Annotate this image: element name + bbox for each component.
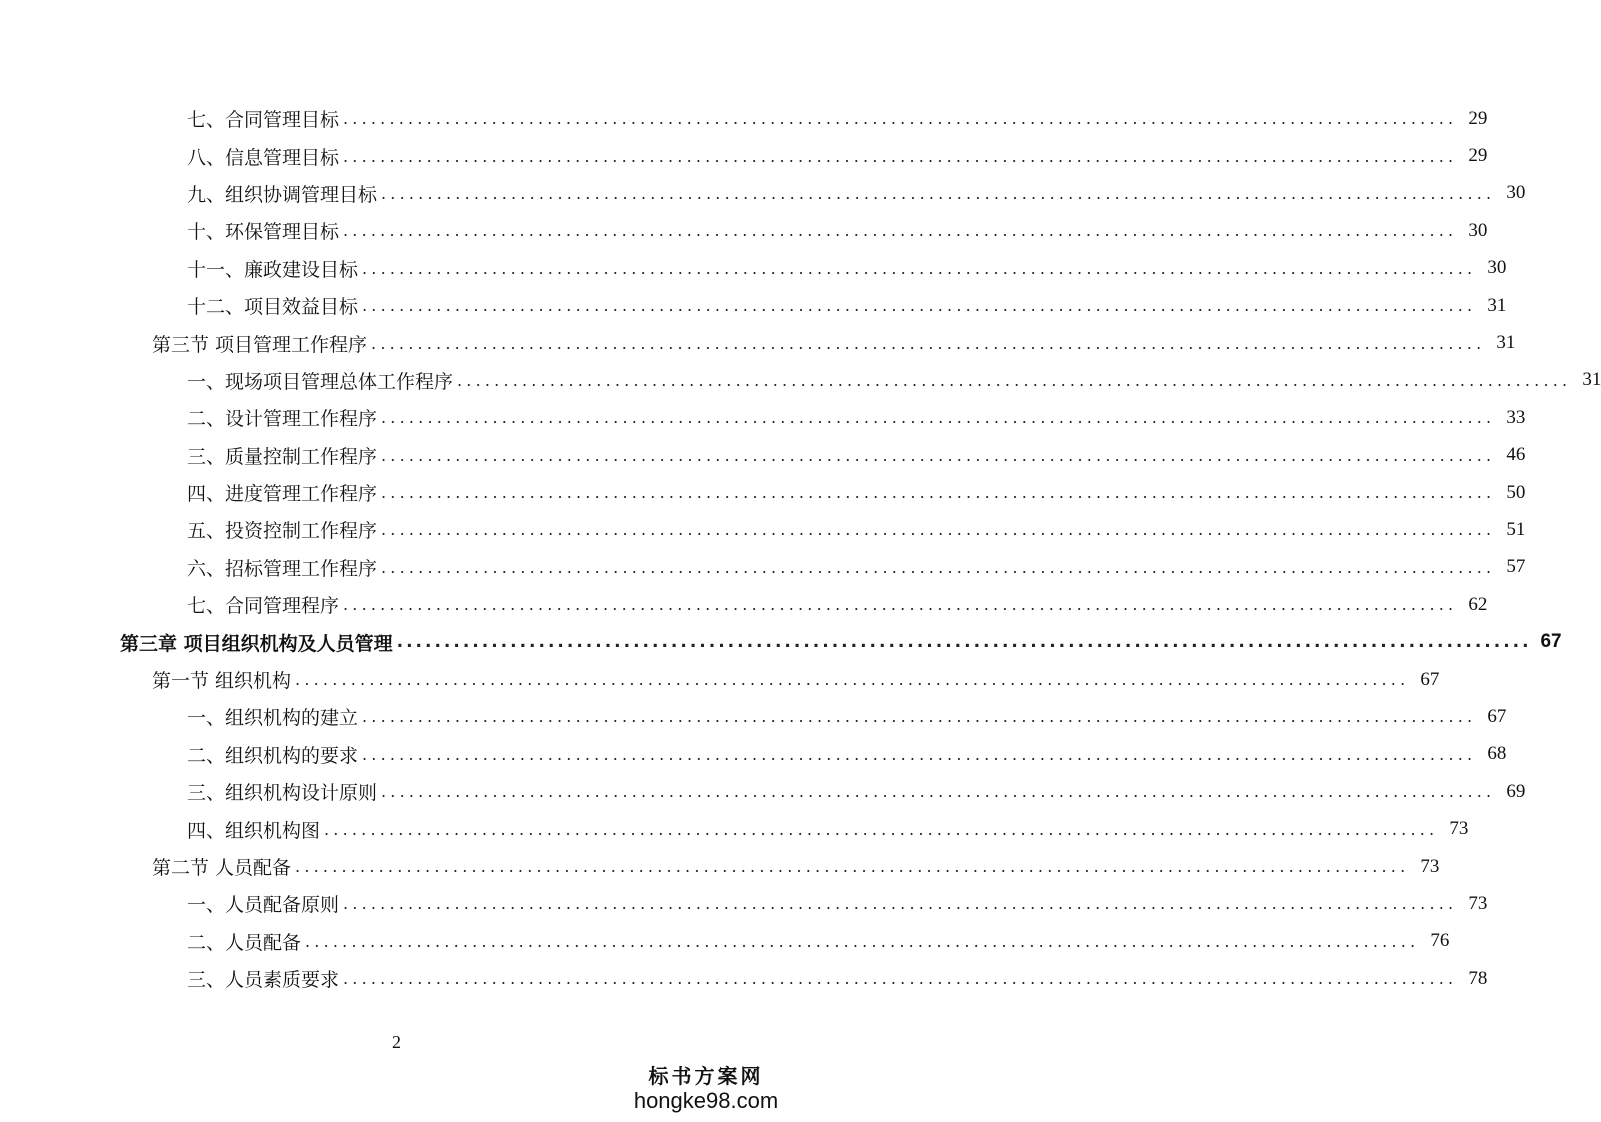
toc-leader-dots: ........................................................................................................................ (362, 258, 1477, 278)
toc-entry-title: 第一节 组织机构 (152, 670, 292, 693)
toc-entry-title: 七、合同管理目标 (187, 109, 340, 132)
toc-leader-dots: ........................................................................................................................ (457, 370, 1572, 390)
toc-leader-dots: ........................................................................................................................ (362, 707, 1477, 727)
toc-entry-page: 68 (1487, 743, 1507, 765)
toc-leader-dots: ........................................................................................................................ (343, 595, 1458, 615)
toc-entry-page: 57 (1506, 556, 1526, 578)
toc-entry-page: 31 (1496, 332, 1516, 354)
toc-item-entry (0, 885, 1488, 922)
toc-leader-dots: ........................................................................................................................ (362, 744, 1477, 764)
toc-entry-page: 29 (1468, 145, 1488, 167)
toc-entry-title: 四、进度管理工作程序 (187, 483, 378, 506)
toc-leader-dots: ........................................................................................................................ (295, 857, 1410, 876)
toc-leader-dots: ........................................................................................................................ (362, 296, 1477, 316)
toc-entry-title: 二、人员配备 (187, 931, 302, 954)
toc-entry-title: 第三节 项目管理工作程序 (152, 333, 368, 356)
toc-entry-title: 七、合同管理程序 (187, 595, 340, 618)
toc-entry-title: 第三章 项目组织机构及人员管理 (120, 632, 393, 655)
toc-entry-page: 31 (1487, 294, 1507, 316)
toc-entry-page: 73 (1420, 855, 1440, 877)
toc-entry-title: 十一、廉政建设目标 (187, 258, 359, 281)
toc-entry-title: 三、质量控制工作程序 (187, 445, 378, 468)
toc-leader-dots: ........................................................................................................................ (343, 894, 1458, 914)
toc-item-entry (0, 250, 1507, 287)
toc-entry-title: 一、现场项目管理总体工作程序 (187, 370, 454, 393)
toc-entry-title: 六、招标管理工作程序 (187, 557, 378, 580)
toc-leader-dots: ........................................................................................................................ (381, 183, 1496, 203)
toc-entry-title: 十、环保管理目标 (187, 221, 340, 244)
toc-entry-page: 30 (1487, 257, 1507, 279)
toc-section-entry (0, 324, 1516, 361)
toc-entry-page: 67 (1420, 668, 1440, 690)
toc-item-entry (0, 923, 1450, 960)
toc-item-entry (0, 212, 1488, 249)
toc-leader-dots: ........................................................................................................................ (381, 557, 1496, 577)
toc-leader-dots: ........................................................................................................................ (343, 146, 1458, 166)
toc-item-entry (0, 175, 1526, 212)
watermark-name: 标书方案网 (648, 1064, 764, 1088)
toc-entry-page: 76 (1430, 930, 1450, 952)
toc-item-entry (0, 736, 1507, 773)
toc-item-entry (0, 511, 1526, 548)
toc-leader-dots: ........................................................................................................................ (381, 445, 1496, 465)
toc-entry-page: 73 (1449, 818, 1469, 840)
toc-item-entry (0, 437, 1526, 474)
toc-chapter-entry (0, 623, 1562, 660)
toc-leader-dots: ........................................................................................................................ (371, 333, 1486, 353)
watermark-url: hongke98.com (633, 1088, 779, 1113)
toc-leader-dots: ........................................................................................................................ (381, 408, 1496, 428)
toc-leader-dots: ........................................................................................................................ (343, 221, 1458, 241)
toc-entry-page: 50 (1506, 481, 1526, 503)
toc-entry-page: 30 (1506, 182, 1526, 204)
toc-item-entry (0, 810, 1469, 847)
toc-entry-title: 第二节 人员配备 (152, 857, 292, 879)
page-number: 2 (392, 1032, 401, 1052)
toc-leader-dots: ........................................................................................................................ (324, 819, 1439, 839)
toc-leader-dots: ........................................................................................................................ (343, 969, 1458, 989)
toc-entry-page: 46 (1506, 444, 1526, 466)
toc-item-entry (0, 362, 1601, 399)
table-of-contents (0, 100, 1601, 997)
toc-entry-page: 31 (1582, 369, 1601, 391)
toc-item-entry (0, 474, 1526, 511)
toc-entry-title: 一、人员配备原则 (187, 894, 340, 917)
toc-section-entry (0, 848, 1440, 885)
toc-entry-page: 67 (1487, 705, 1507, 727)
toc-entry-page: 33 (1506, 406, 1526, 428)
toc-leader-dots: ........................................................................................................................ (305, 931, 1420, 951)
toc-entry-page: 29 (1468, 107, 1488, 129)
toc-entry-page: 67 (1540, 631, 1562, 653)
toc-leader-dots: ........................................................................................................................ (343, 109, 1458, 129)
toc-entry-page: 30 (1468, 219, 1488, 241)
toc-leader-dots: ........................................................................................................................ (381, 782, 1496, 802)
toc-entry-title: 二、设计管理工作程序 (187, 408, 378, 431)
toc-entry-title: 三、组织机构设计原则 (187, 782, 378, 805)
toc-item-entry (0, 960, 1488, 997)
toc-entry-title: 八、信息管理目标 (187, 146, 340, 169)
toc-leader-dots: ........................................................................................................................ (381, 520, 1496, 540)
toc-entry-title: 五、投资控制工作程序 (187, 520, 378, 543)
toc-item-entry (0, 399, 1526, 436)
watermark (631, 1064, 781, 1114)
toc-entry-page: 51 (1506, 518, 1526, 540)
toc-item-entry (0, 586, 1488, 623)
toc-entry-title: 四、组织机构图 (187, 819, 321, 842)
toc-entry-page: 78 (1468, 967, 1488, 989)
toc-entry-page: 69 (1506, 780, 1526, 802)
toc-entry-title: 一、组织机构的建立 (187, 707, 359, 730)
toc-item-entry (0, 773, 1526, 810)
toc-entry-title: 九、组织协调管理目标 (187, 183, 378, 206)
toc-item-entry (0, 698, 1507, 735)
toc-entry-page: 62 (1468, 593, 1488, 615)
toc-section-entry (0, 661, 1440, 698)
toc-leader-dots: ........................................................................................................................ (295, 670, 1410, 690)
toc-item-entry (0, 287, 1507, 324)
toc-item-entry (0, 549, 1526, 586)
toc-entry-title: 二、组织机构的要求 (187, 744, 359, 767)
toc-leader-dots: ........................................................................................................................ (381, 483, 1496, 503)
toc-leader-dots: ........................................................................................................................ (396, 632, 1532, 653)
toc-entry-page: 73 (1468, 892, 1488, 914)
toc-entry-title: 十二、项目效益目标 (187, 296, 359, 319)
toc-item-entry (0, 137, 1488, 174)
toc-entry-title: 三、人员素质要求 (187, 969, 340, 992)
toc-item-entry (0, 100, 1488, 137)
